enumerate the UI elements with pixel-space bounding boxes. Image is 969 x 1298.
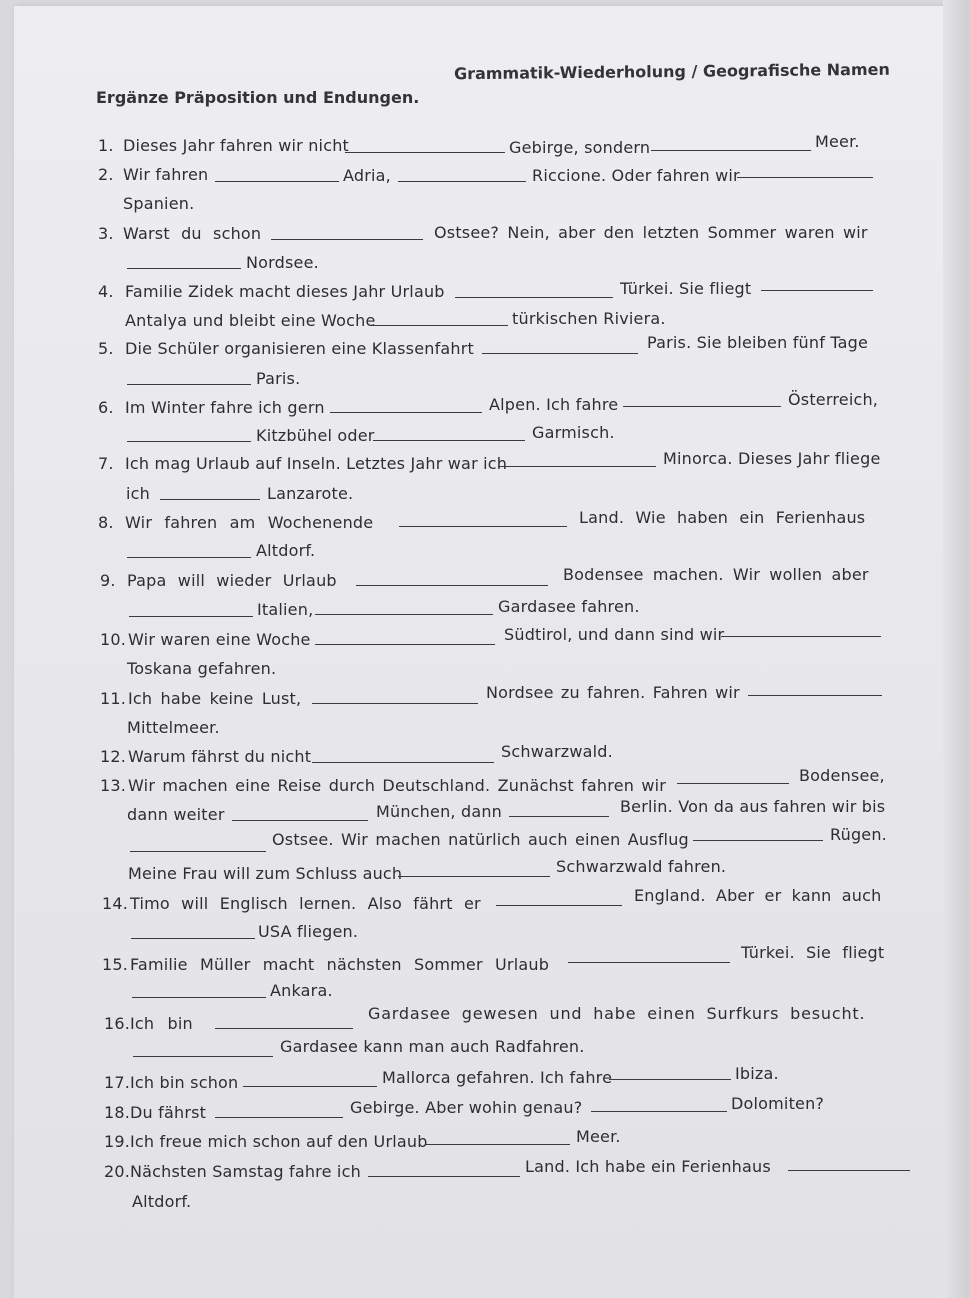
answer-blank[interactable] bbox=[591, 1111, 727, 1112]
item-number: 1. bbox=[98, 136, 114, 155]
answer-blank[interactable] bbox=[737, 177, 873, 178]
item-number: 12. bbox=[100, 747, 127, 766]
item-number: 17. bbox=[104, 1073, 131, 1092]
exercise-text: Papa will wieder Urlaub bbox=[127, 571, 337, 590]
answer-blank[interactable] bbox=[129, 616, 253, 617]
exercise-text: Timo will Englisch lernen. Also fährt er bbox=[130, 894, 481, 913]
item-number: 10. bbox=[100, 630, 127, 649]
answer-blank[interactable] bbox=[761, 290, 873, 291]
answer-blank[interactable] bbox=[215, 181, 339, 182]
item-number: 20. bbox=[104, 1162, 131, 1181]
worksheet-title: Grammatik-Wiederholung / Geografische Namen bbox=[453, 59, 890, 84]
item-number: 7. bbox=[98, 454, 114, 473]
answer-blank[interactable] bbox=[312, 762, 494, 763]
answer-blank[interactable] bbox=[609, 1079, 731, 1080]
exercise-text: Familie Müller macht nächsten Sommer Urlaub bbox=[130, 955, 550, 974]
answer-blank[interactable] bbox=[568, 962, 730, 963]
exercise-text: Gebirge. Aber wohin genau? bbox=[350, 1098, 583, 1117]
item-number: 16. bbox=[104, 1014, 131, 1033]
item-number: 18. bbox=[104, 1103, 131, 1122]
exercise-text: Wir waren eine Woche bbox=[128, 630, 311, 649]
exercise-text: Antalya und bleibt eine Woche bbox=[125, 311, 376, 330]
item-number: 5. bbox=[98, 339, 114, 358]
answer-blank[interactable] bbox=[315, 644, 495, 645]
answer-blank[interactable] bbox=[398, 876, 550, 877]
exercise-text: Spanien. bbox=[123, 194, 195, 213]
answer-blank[interactable] bbox=[721, 636, 881, 637]
exercise-text: Ibiza. bbox=[735, 1064, 779, 1083]
answer-blank[interactable] bbox=[243, 1086, 377, 1087]
answer-blank[interactable] bbox=[271, 239, 423, 240]
answer-blank[interactable] bbox=[496, 905, 622, 906]
answer-blank[interactable] bbox=[623, 406, 781, 407]
exercise-text: Ich habe keine Lust, bbox=[128, 689, 302, 708]
exercise-text: Dieses Jahr fahren wir nicht bbox=[123, 136, 350, 155]
answer-blank[interactable] bbox=[232, 820, 368, 821]
answer-blank[interactable] bbox=[127, 384, 251, 385]
answer-blank[interactable] bbox=[748, 695, 882, 696]
answer-blank[interactable] bbox=[127, 441, 251, 442]
exercise-text: Nächsten Samstag fahre ich bbox=[130, 1162, 361, 1181]
exercise-text: Minorca. Dieses Jahr fliege bbox=[663, 449, 881, 468]
exercise-text: England. Aber er kann auch bbox=[634, 886, 882, 905]
exercise-text: Rügen. bbox=[830, 825, 887, 844]
answer-blank[interactable] bbox=[482, 353, 638, 354]
answer-blank[interactable] bbox=[132, 997, 266, 998]
answer-blank[interactable] bbox=[215, 1117, 343, 1118]
exercise-text: Warum fährst du nicht bbox=[128, 747, 312, 766]
page-edge bbox=[943, 0, 969, 1298]
exercise-text: Mallorca gefahren. Ich fahre bbox=[382, 1068, 613, 1087]
answer-blank[interactable] bbox=[509, 816, 609, 817]
exercise-text: Gardasee gewesen und habe einen Surfkurs besucht. bbox=[368, 1004, 866, 1023]
answer-blank[interactable] bbox=[693, 840, 823, 841]
exercise-text: Familie Zidek macht dieses Jahr Urlaub bbox=[125, 282, 445, 301]
exercise-text: Gebirge, sondern bbox=[509, 138, 651, 157]
answer-blank[interactable] bbox=[330, 412, 482, 413]
worksheet-instruction: Ergänze Präposition und Endungen. bbox=[96, 88, 420, 107]
exercise-text: ich bbox=[126, 484, 150, 503]
exercise-text: Wir fahren am Wochenende bbox=[125, 513, 374, 532]
answer-blank[interactable] bbox=[651, 150, 811, 151]
answer-blank[interactable] bbox=[372, 325, 508, 326]
exercise-text: Ich mag Urlaub auf Inseln. Letztes Jahr war ich bbox=[125, 454, 508, 473]
exercise-text: türkischen Riviera. bbox=[512, 309, 666, 328]
exercise-text: Im Winter fahre ich gern bbox=[125, 398, 325, 417]
exercise-text: Wir fahren bbox=[123, 165, 209, 184]
exercise-text: Italien, bbox=[257, 600, 314, 619]
answer-blank[interactable] bbox=[788, 1170, 910, 1171]
answer-blank[interactable] bbox=[356, 585, 548, 586]
item-number: 4. bbox=[98, 282, 114, 301]
item-number: 13. bbox=[100, 776, 127, 795]
exercise-text: Südtirol, und dann sind wir bbox=[504, 625, 725, 644]
exercise-text: Ostsee? Nein, aber den letzten Sommer waren wir bbox=[434, 223, 868, 242]
answer-blank[interactable] bbox=[160, 499, 260, 500]
exercise-text: Bodensee, bbox=[799, 766, 885, 785]
exercise-text: Wir machen eine Reise durch Deutschland. Zunächst fahren wir bbox=[128, 776, 667, 795]
exercise-text: Ich bin schon bbox=[130, 1073, 239, 1092]
answer-blank[interactable] bbox=[133, 1056, 273, 1057]
item-number: 9. bbox=[100, 571, 116, 590]
exercise-text: Nordsee. bbox=[246, 253, 319, 272]
exercise-text: Paris. Sie bleiben fünf Tage bbox=[647, 333, 869, 352]
exercise-text: Berlin. Von da aus fahren wir bis bbox=[620, 797, 886, 816]
item-number: 3. bbox=[98, 224, 114, 243]
answer-blank[interactable] bbox=[315, 614, 493, 615]
exercise-text: Ankara. bbox=[270, 981, 333, 1000]
answer-blank[interactable] bbox=[373, 440, 525, 441]
exercise-text: Garmisch. bbox=[532, 423, 615, 442]
answer-blank[interactable] bbox=[345, 152, 505, 153]
item-number: 8. bbox=[98, 513, 114, 532]
exercise-text: Land. Wie haben ein Ferienhaus bbox=[579, 508, 866, 527]
answer-blank[interactable] bbox=[130, 851, 266, 852]
exercise-text: Altdorf. bbox=[256, 541, 316, 560]
answer-blank[interactable] bbox=[131, 938, 255, 939]
item-number: 6. bbox=[98, 398, 114, 417]
exercise-text: Bodensee machen. Wir wollen aber bbox=[563, 565, 869, 584]
exercise-text: Meine Frau will zum Schluss auch bbox=[128, 864, 403, 883]
exercise-text: Mittelmeer. bbox=[127, 718, 220, 737]
exercise-text: Ich bin bbox=[130, 1014, 193, 1033]
exercise-text: Adria, bbox=[343, 166, 391, 185]
answer-blank[interactable] bbox=[127, 268, 241, 269]
exercise-text: Ich freue mich schon auf den Urlaub bbox=[130, 1132, 428, 1151]
exercise-text: Türkei. Sie fliegt bbox=[620, 279, 752, 298]
item-number: 2. bbox=[98, 165, 114, 184]
exercise-text: Meer. bbox=[815, 132, 860, 151]
exercise-text: Land. Ich habe ein Ferienhaus bbox=[525, 1157, 771, 1176]
answer-blank[interactable] bbox=[498, 466, 656, 467]
exercise-text: USA fliegen. bbox=[258, 922, 359, 941]
exercise-text: Alpen. Ich fahre bbox=[489, 395, 619, 414]
item-number: 15. bbox=[102, 955, 129, 974]
answer-blank[interactable] bbox=[398, 181, 526, 182]
answer-blank[interactable] bbox=[426, 1144, 570, 1145]
answer-blank[interactable] bbox=[312, 703, 478, 704]
exercise-text: Paris. bbox=[256, 369, 301, 388]
exercise-text: dann weiter bbox=[127, 805, 225, 824]
item-number: 11. bbox=[100, 689, 127, 708]
exercise-text: Schwarzwald. bbox=[501, 742, 613, 761]
exercise-text: München, dann bbox=[376, 802, 503, 821]
exercise-text: Gardasee kann man auch Radfahren. bbox=[280, 1037, 585, 1056]
answer-blank[interactable] bbox=[127, 557, 251, 558]
exercise-text: Toskana gefahren. bbox=[127, 659, 277, 678]
item-number: 19. bbox=[104, 1132, 131, 1151]
exercise-text: Dolomiten? bbox=[731, 1094, 825, 1113]
exercise-text: Warst du schon bbox=[123, 224, 262, 243]
exercise-text: Gardasee fahren. bbox=[498, 597, 640, 616]
exercise-text: Nordsee zu fahren. Fahren wir bbox=[486, 683, 740, 702]
exercise-text: Türkei. Sie fliegt bbox=[741, 943, 885, 962]
exercise-text: Ostsee. Wir machen natürlich auch einen Ausflug bbox=[272, 830, 689, 849]
exercise-text: Riccione. Oder fahren wir bbox=[532, 166, 740, 185]
exercise-text: Meer. bbox=[576, 1127, 621, 1146]
answer-blank[interactable] bbox=[399, 526, 567, 527]
exercise-text: Schwarzwald fahren. bbox=[556, 857, 727, 876]
exercise-text: Die Schüler organisieren eine Klassenfahrt bbox=[125, 339, 475, 358]
exercise-text: Österreich, bbox=[788, 390, 879, 409]
answer-blank[interactable] bbox=[368, 1176, 520, 1177]
exercise-text: Lanzarote. bbox=[267, 484, 354, 503]
exercise-text: Du fährst bbox=[130, 1103, 207, 1122]
answer-blank[interactable] bbox=[677, 783, 789, 784]
answer-blank[interactable] bbox=[215, 1028, 353, 1029]
exercise-text: Kitzbühel oder bbox=[256, 426, 375, 445]
answer-blank[interactable] bbox=[455, 297, 613, 298]
item-number: 14. bbox=[102, 894, 129, 913]
exercise-text: Altdorf. bbox=[132, 1192, 192, 1211]
